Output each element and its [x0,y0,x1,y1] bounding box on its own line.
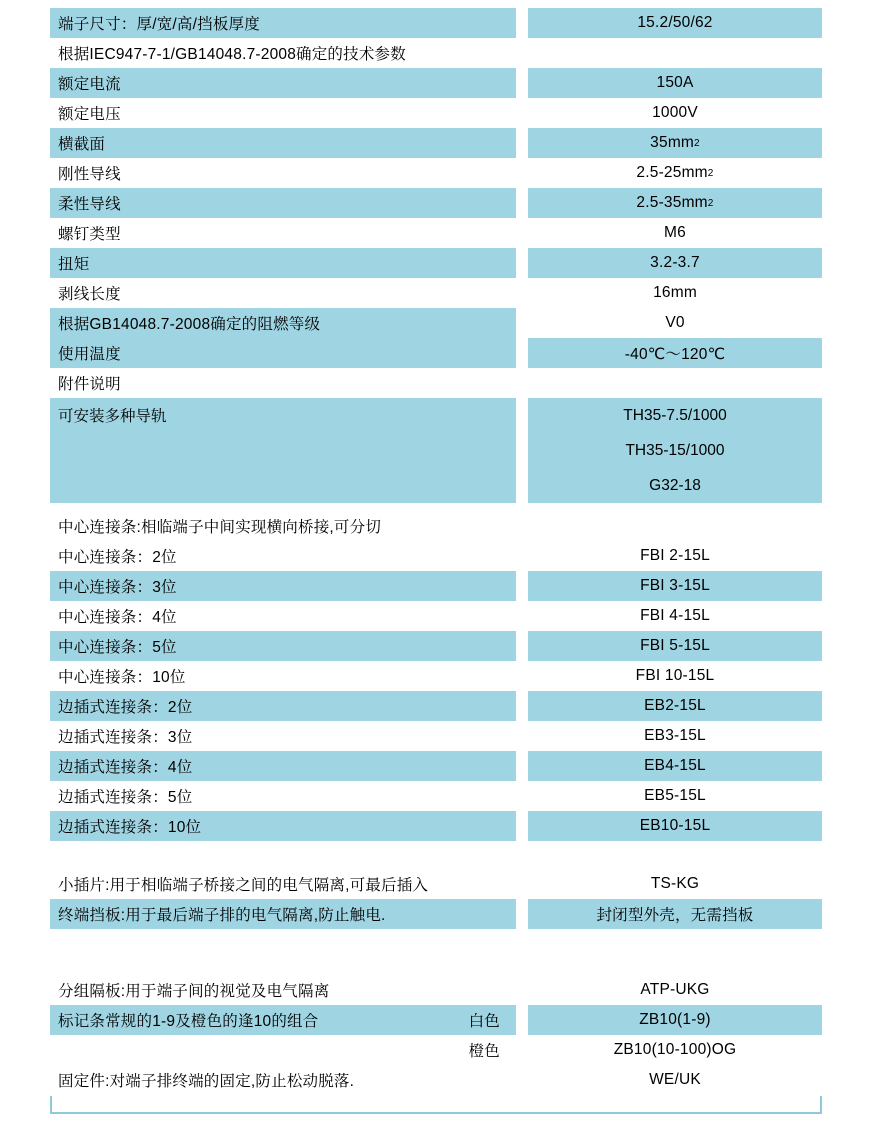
table-row [0,308,870,338]
table-bottom-rule [50,1112,822,1114]
row-label: 终端挡板:用于最后端子排的电气隔离,防止触电. [50,899,516,929]
row-value: 150A [528,68,822,98]
rail-group [0,398,870,503]
row-value-text: 35mm [650,134,695,151]
row-label: 横截面 [50,128,516,158]
row-label: 边插式连接条：10位 [50,811,516,841]
row-label: 柔性导线 [50,188,516,218]
row-label: 使用温度 [50,338,516,368]
row-value: ZB10(1-9) [528,1005,822,1035]
row-label: 分组隔板:用于端子间的视觉及电气隔离 [58,983,330,1000]
row-label: 边插式连接条：5位 [58,789,193,806]
table-row [0,571,870,601]
row-label: 边插式连接条：3位 [58,729,193,746]
table-row [0,218,870,248]
rail-value: TH35-15/1000 [625,441,725,459]
row-label-group [50,975,516,1005]
row-value: EB4-15L [528,751,822,781]
row-label: 根据IEC947-7-1/GB14048.7-2008确定的技术参数 [58,46,406,63]
row-label: 额定电流 [50,68,516,98]
table-row [0,721,870,751]
row-value [528,158,822,188]
table-row [0,601,870,631]
row-label: 中心连接条：2位 [58,549,177,566]
row-value: EB2-15L [528,691,822,721]
row-value: EB10-15L [528,811,822,841]
table-row [0,188,870,218]
table-row [0,38,870,68]
table-row [0,128,870,158]
row-value [528,368,822,398]
row-label: 中心连接条：10位 [58,669,186,686]
row-value: V0 [665,314,685,331]
row-value: 1000V [652,104,698,121]
table-row [0,751,870,781]
row-label: 小插片:用于相临端子桥接之间的电气隔离,可最后插入 [58,877,429,894]
row-label: 扭矩 [50,248,516,278]
row-value: ZB10(10-100)OG [613,1041,737,1058]
center-bridge-heading-value [528,511,822,541]
row-label: 端子尺寸：厚/宽/高/挡板厚度 [50,8,516,38]
table-row [0,975,870,1005]
rail-value: G32-18 [649,476,701,494]
row-value-superscript: 2 [707,167,714,179]
row-value: FBI 3-15L [528,571,822,601]
row-value: FBI 10-15L [635,667,715,684]
row-value: TS-KG [650,875,700,892]
rail-group-values [528,398,822,503]
row-label: 附件说明 [58,376,121,393]
row-value: EB5-15L [644,787,706,804]
row-label: 中心连接条：4位 [58,609,177,626]
row-value: ATP-UKG [640,981,710,998]
table-row [0,631,870,661]
row-label: 边插式连接条：4位 [50,751,516,781]
row-value: 封闭型外壳，无需挡板 [528,899,822,929]
row-value: 15.2/50/62 [528,8,822,38]
row-value-superscript: 2 [694,137,700,149]
row-value: 16mm [653,284,697,301]
row-value: 3.2-3.7 [528,248,822,278]
row-label: 边插式连接条：2位 [50,691,516,721]
table-row [0,1065,870,1095]
table-row [0,278,870,308]
row-label: 刚性导线 [58,166,121,183]
row-value-text: 2.5-35mm [636,194,708,211]
row-value [528,188,822,218]
center-bridge-heading: 中心连接条:相临端子中间实现横向桥接,可分切 [58,519,382,536]
rail-value: TH35-7.5/1000 [623,406,727,424]
table-row [0,368,870,398]
row-value: EB3-15L [644,727,706,744]
row-label: 固定件:对端子排终端的固定,防止松动脱落. [58,1073,355,1090]
table-row [0,899,870,929]
table-row [0,1035,870,1065]
spec-rows [0,8,870,1095]
row-sub-label-white: 白色 [468,1013,500,1030]
row-label: 中心连接条：5位 [50,631,516,661]
row-value [528,38,822,68]
row-value-superscript: 2 [707,197,714,209]
row-value: FBI 4-15L [640,607,710,624]
table-row [0,338,870,368]
table-row [0,691,870,721]
row-label: 根据GB14048.7-2008确定的阻燃等级 [50,308,516,338]
table-row [0,98,870,128]
row-value [528,128,822,158]
row-value: -40℃～120℃ [528,338,822,368]
table-row [0,541,870,571]
table-row [0,811,870,841]
row-label: 剥线长度 [58,286,121,303]
table-row [0,661,870,691]
row-value: FBI 5-15L [528,631,822,661]
rail-group-label: 可安装多种导轨 [50,398,516,503]
table-row [0,248,870,278]
row-value: M6 [664,224,686,241]
table-row [0,869,870,899]
table-row [0,1005,870,1035]
row-value-text: 2.5-25mm [636,164,708,181]
row-label: 中心连接条：3位 [50,571,516,601]
row-value: FBI 2-15L [640,547,710,564]
table-row [0,8,870,38]
row-sub-label-orange: 橙色 [468,1043,500,1060]
row-label: 螺钉类型 [58,226,121,243]
table-row [0,68,870,98]
table-row [0,781,870,811]
center-bridge-heading-row [0,511,870,541]
row-label-group [50,1035,516,1065]
row-label: 标记条常规的1-9及橙色的逢10的组合 [58,1013,319,1030]
row-label: 额定电压 [58,106,121,123]
table-row [0,158,870,188]
row-label-group [50,1005,516,1035]
row-value: WE/UK [649,1071,701,1088]
